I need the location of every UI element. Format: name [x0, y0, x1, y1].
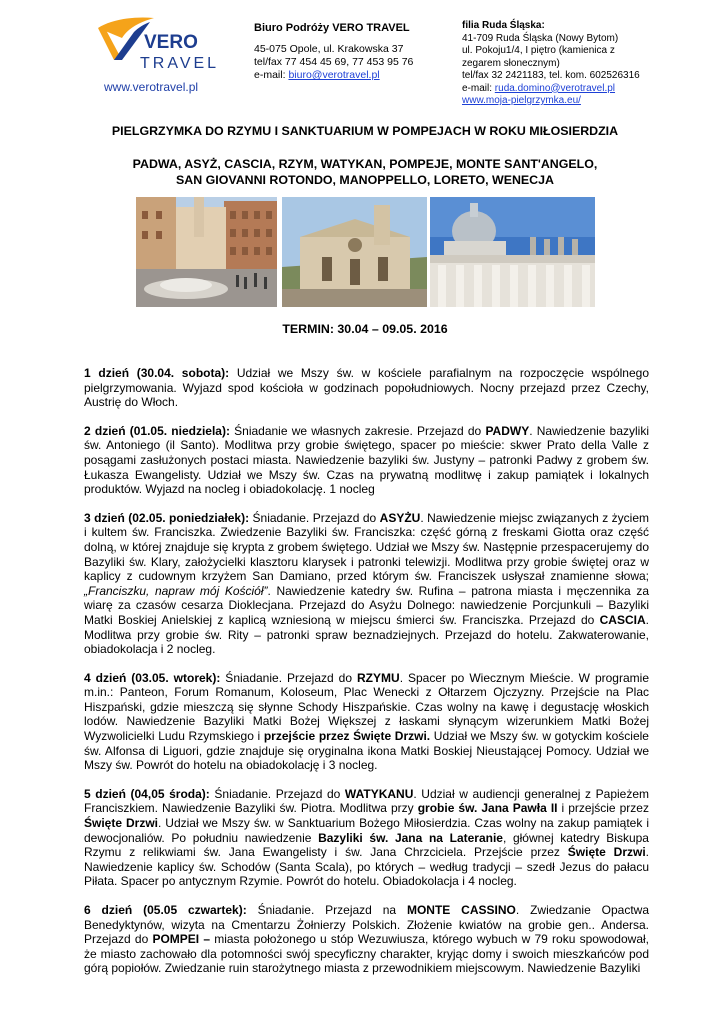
itinerary	[84, 366, 649, 990]
main-office-title: Biuro Podróży VERO TRAVEL	[254, 22, 410, 34]
day-highlight: Święte Drzwi	[567, 845, 646, 860]
branch-phone: tel/fax 32 2421183, tel. kom. 602526316	[462, 70, 640, 81]
day-highlight: przejście przez Święte Drzwi.	[263, 729, 431, 744]
itinerary-day-5	[84, 787, 649, 889]
main-office-info	[254, 22, 413, 82]
day-text: . Nawiedzenie kaplicy św. Schodów (Santa Scala), po których – według tradycji – szedł Jezus do pałacu Piłata. Spacer po antycznym Rzymie. Powrót do hotelu. Obiadokolacja i 4 nocleg.	[84, 845, 650, 889]
day-highlight: Święte Drzwi	[84, 816, 158, 831]
day-text: miasta położonego u stóp Wezuwiusza, którego wybuch w 79 roku spowodował, że miasto zachowało dla potomności swój specyficzny charakter, kryjąc domy i swoich mieszkańców pod górą popiołów. Zwiedzanie ruin starożytnego miasta z przewodnikiem miejscowym. Nawiedzenie Bazyliki	[84, 932, 649, 976]
branch-line3: zegarem słonecznym)	[462, 57, 560, 69]
itinerary-day-2	[84, 424, 649, 497]
branch-title: filia Ruda Śląska:	[462, 20, 545, 31]
day-highlight: RZYMU	[357, 670, 400, 685]
day-text: . Nawiedzenie miejsc związanych z życiem i kultem św. Franciszka. Zwiedzenie Bazyliki św. Franciszka: część górną z freskami Giotta oraz część dolną, w której znajduje się krypta z grobem świętego. Udział we Mszy św. Następnie przespacerujemy do Bazyliki św. Klary, założycielki klasztoru klarysek i patronki telewizji. Modlitwa przy grobie świętej oraz w kaplicy z cudownym krzyżem San Damiano, przed którym św. Franciszek usłyszał znamienne słowa;	[84, 510, 650, 584]
photo-spanish-steps	[136, 197, 277, 307]
day-text: i przejście przez	[557, 801, 649, 816]
day-highlight: Bazyliki św. Jana na Lateranie	[318, 830, 503, 845]
day-text: Udział we Mszy św. w gotyckim kościele św. Alfonsa di Liguori, gdzie znajduje się oryginalna ikona Matki Boskiej Nieustającej Pomocy. Udział we Mszy św. Powrót do hotelu na obiadokolację i 3 nocleg.	[84, 729, 649, 773]
day-text: . Nawiedzenie katedry św. Rufina – patrona miasta i męczennika za wiarę za czasów cesarza Dioklecjana. Przejazd do Asyżu Dolnego: nawiedzenie Porcjunkuli – Bazyliki Matki Boskiej Anielskiej z kaplicą wzniesioną w miejscu śmierci św. Franciszka. Przejazd do	[84, 583, 649, 627]
branch-website-link[interactable]: www.moja-pielgrzymka.eu/	[462, 95, 581, 106]
day-label: 3 dzień (02.05. poniedziałek):	[84, 510, 250, 525]
day-label: 1 dzień (30.04. sobota):	[84, 366, 230, 380]
itinerary-day-4	[84, 671, 649, 773]
branch-email-prefix: e-mail:	[462, 82, 495, 94]
day-label: 6 dzień (05.05 czwartek):	[84, 903, 247, 917]
main-office-address: 45-075 Opole, ul. Krakowska 37	[254, 43, 404, 55]
trip-dates: TERMIN: 30.04 – 09.05. 2016	[282, 322, 448, 336]
photo-assisi-basilica	[282, 197, 427, 307]
day-text: , głównej katedry Biskupa Rzymu z relikwiami św. Jana Ewangelisty i św. Jana Chrzciciela. Przejście przez	[84, 830, 649, 860]
day-highlight: POMPEI –	[152, 932, 211, 947]
day-text: Śniadanie. Przejazd na	[246, 903, 407, 917]
day-highlight: WATYKANU	[344, 786, 414, 801]
day-text: Śniadanie we własnych zakresie. Przejazd do	[229, 423, 486, 438]
day-highlight: PADWY	[485, 423, 530, 438]
day-highlight: grobie św. Jana Pawła II	[417, 801, 558, 816]
day-label: 4 dzień (03.05. wtorek):	[84, 670, 221, 685]
day-highlight: CASCIA	[599, 612, 646, 627]
trip-route-line1: PADWA, ASYŻ, CASCIA, RZYM, WATYKAN, POMPEJE, MONTE SANT'ANGELO,	[132, 157, 598, 171]
branch-office-info	[462, 20, 662, 108]
trip-route	[60, 156, 670, 188]
day-text: . Spacer po Wiecznym Mieście. W programie m.in.: Panteon, Forum Romanum, Koloseum, Plac Wenecki z Ołtarzem Ojczyzny. Przejście na Plac Hiszpański, gdzie mieszczą się słynne Schody Hiszpańskie. Czas wolny na kawę i degustację włoskich lodów. Nawiedzenie Bazyliki Matki Bożej Większej z łaskami słynącym wizerunkiem Matki Bożej Wyzwolicielki Ludu Rzymskiego i	[84, 670, 649, 744]
branch-line2: ul. Pokoju1/4, I piętro (kamienica z	[462, 45, 615, 56]
day-text: Śniadanie. Przejazd do	[220, 670, 358, 685]
day-label: 5 dzień (04,05 środa):	[84, 786, 210, 801]
itinerary-day-3	[84, 511, 649, 657]
day-highlight: ASYŻU	[379, 510, 421, 525]
day-text: Udział we Mszy św. w kościele parafialnym na rozpoczęcie wspólnego pielgrzymowania. Wyjazd spod kościoła w godzinach popołudniowych. Nocny przejazd przez Czechy, Austrię do Włoch.	[84, 366, 649, 410]
branch-line1: 41-709 Ruda Śląska (Nowy Bytom)	[462, 32, 619, 44]
day-text: . Nawiedzenie bazyliki św. Antoniego (il Santo). Modlitwa przy grobie świętego, spacer po mieście: skwer Prato della Valle z posągami zasłużonych postaci miasta. Nawiedzenie bazyliki św. Justyny – patronki Padwy z grobem św. Łukasza Ewangelisty. Udział we Mszy św. Czas na prywatną modlitwę i zakup pamiątek i lokalnych produktów. Wyjazd na nocleg i obiadokolację. 1 nocleg	[84, 423, 649, 497]
day-text: . Zwiedzanie Opactwa Benedyktynów, wizyta na Cmentarzu Żołnierzy Polskich. Złożenie kwiatów na grobie gen.. Andersa. Przejazd do	[84, 903, 650, 947]
trip-route-line2: SAN GIOVANNI ROTONDO, MANOPPELLO, LORETO, WENECJA	[176, 173, 554, 187]
day-text: . Udział we Mszy św. w Sanktuarium Bożego Miłosierdzia. Czas wolny na zakup pamiątek i dewocjonaliów. Po południu nawiedzenie	[84, 816, 649, 845]
main-office-phone: tel/fax 77 454 45 69, 77 453 95 76	[254, 56, 414, 68]
main-office-email-link[interactable]: biuro@verotravel.pl	[288, 69, 380, 81]
main-office-email-prefix: e-mail:	[254, 69, 289, 81]
main-office-email-row	[254, 69, 413, 82]
itinerary-day-6	[84, 903, 649, 976]
branch-email-link[interactable]: ruda.domino@verotravel.pl	[494, 82, 616, 94]
day-label: 2 dzień (01.05. niedziela):	[84, 423, 230, 438]
day-text: Śniadanie. Przejazd do	[209, 786, 345, 801]
branch-email-row	[462, 83, 662, 96]
day-text: . Modlitwa przy grobie św. Rity – patronki spraw beznadziejnych. Przejazd do hotelu. Zakwaterowanie, obiadokolacja i 2 nocleg.	[84, 612, 649, 657]
logo-word-travel: TRAVEL	[140, 55, 220, 72]
vero-travel-logo	[92, 14, 222, 76]
day-highlight: MONTE CASSINO	[406, 903, 516, 917]
day-text: Śniadanie. Przejazd do	[249, 510, 380, 525]
photo-st-peters-basilica	[430, 197, 595, 307]
website-link[interactable]: www.verotravel.pl	[104, 80, 199, 94]
logo-word-vero: VERO	[144, 32, 198, 53]
itinerary-day-1	[84, 366, 649, 410]
trip-title: PIELGRZYMKA DO RZYMU I SANKTUARIUM W POMPEJACH W ROKU MIŁOSIERDZIA	[111, 124, 619, 138]
day-text: . Udział w audiencji generalnej z Papieżem Franciszkiem. Nawiedzenie Bazyliki św. Piotra. Modlitwa przy	[84, 786, 650, 816]
day-quote: „Franciszku, napraw mój Kościół”	[84, 583, 268, 598]
